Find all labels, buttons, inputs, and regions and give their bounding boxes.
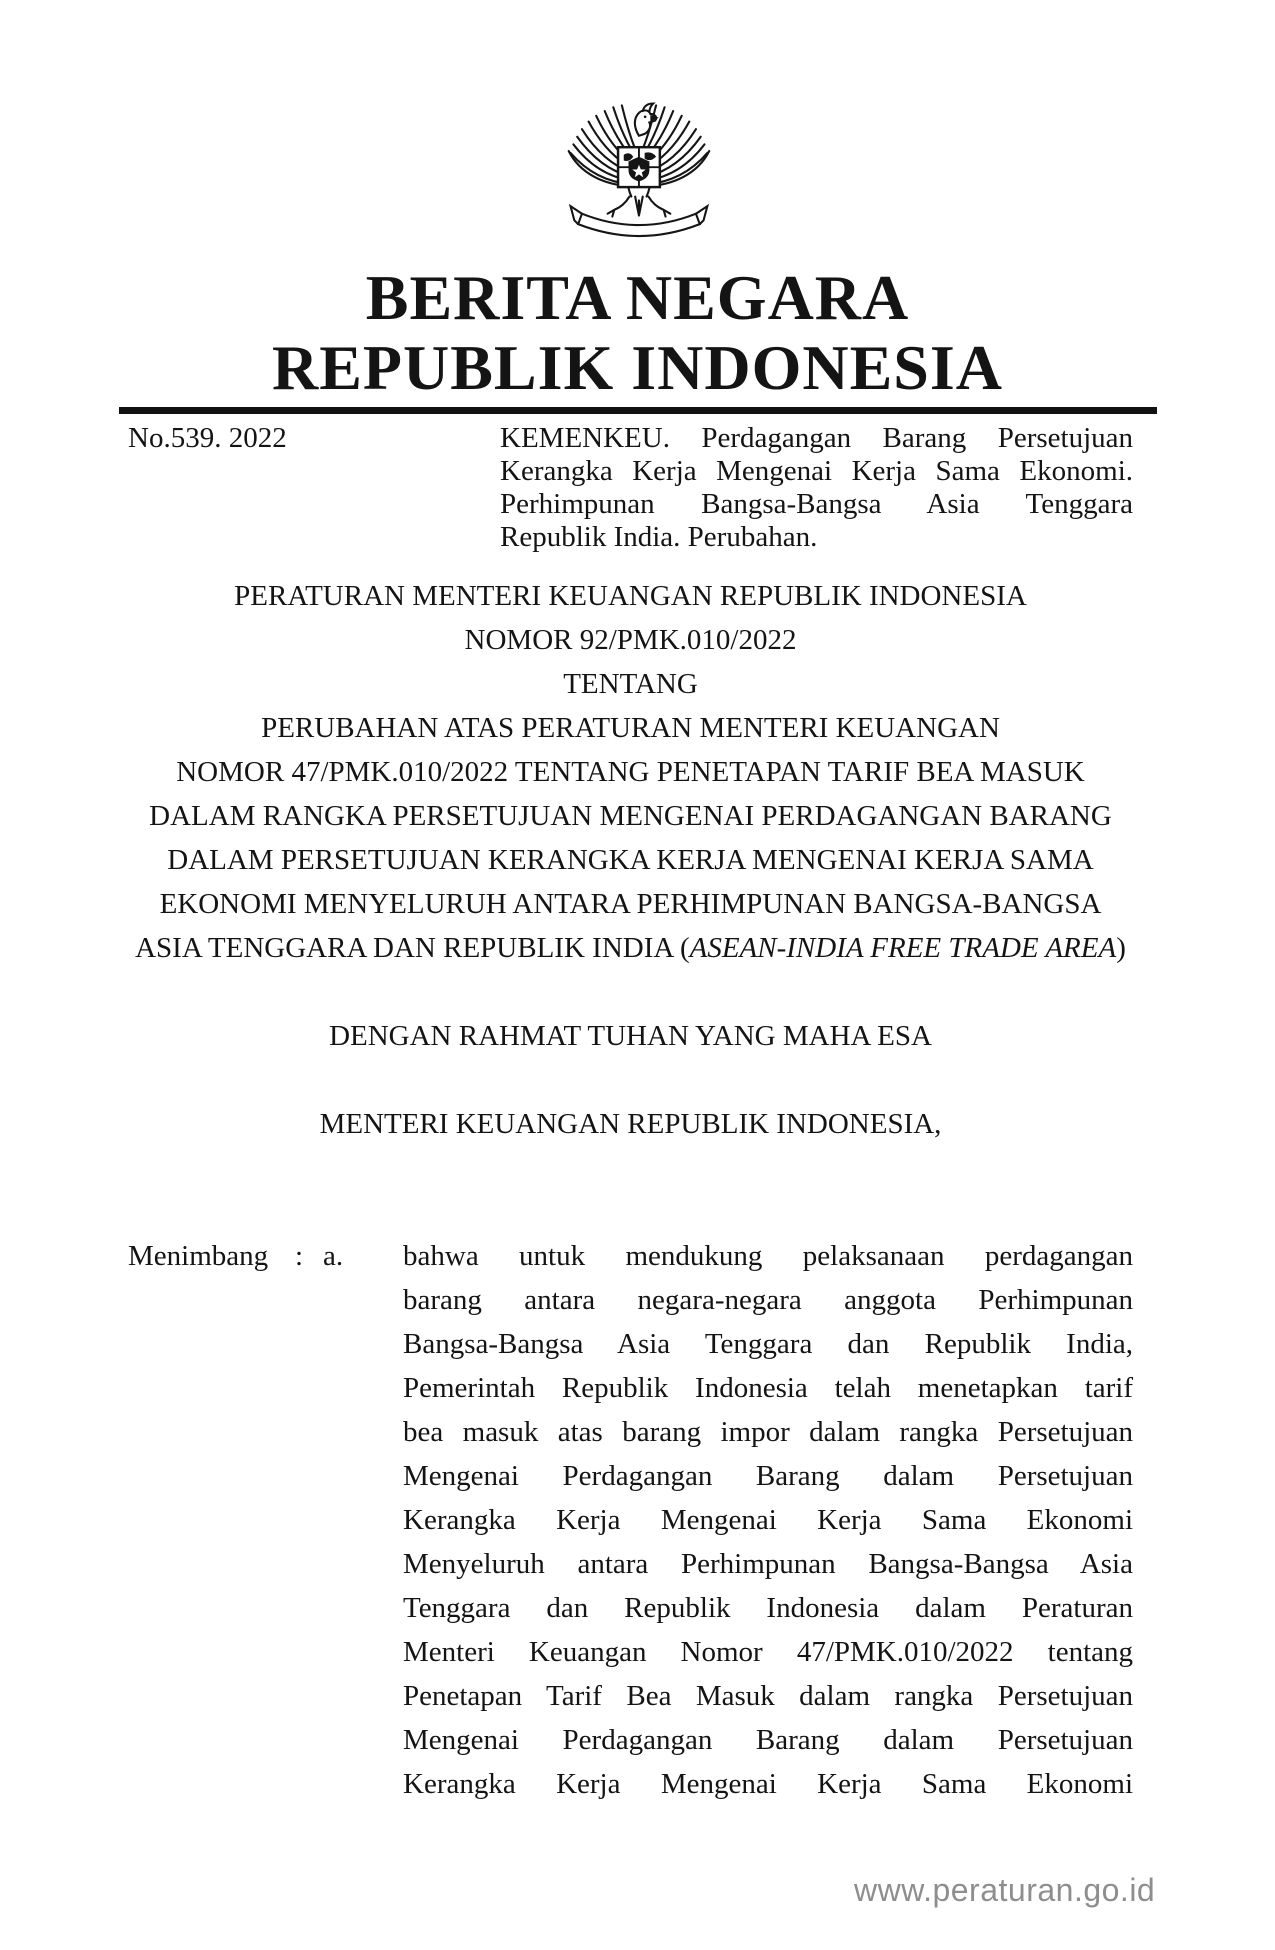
- regulation-title-last-line: [128, 926, 1133, 970]
- text-line: bahwa untuk mendukung pelaksanaan perdagangan: [403, 1240, 1133, 1272]
- regulation-title: [128, 574, 1133, 970]
- text-line: DALAM RANGKA PERSETUJUAN MENGENAI PERDAGANGAN BARANG: [149, 800, 1112, 832]
- considering-colon: :: [295, 1240, 304, 1272]
- regulation-title-lines: [128, 574, 1133, 926]
- text-line: KEMENKEU. Perdagangan Barang Persetujuan: [500, 422, 1133, 454]
- gazette-title: [0, 263, 1275, 403]
- text-line: Perhimpunan Bangsa-Bangsa Asia Tenggara: [500, 488, 1133, 520]
- text-line: Mengenai Perdagangan Barang dalam Persetujuan: [403, 1460, 1133, 1492]
- title-last-prefix: ASIA TENGGARA DAN REPUBLIK INDIA (: [135, 932, 690, 964]
- text-line: Menteri Keuangan Nomor 47/PMK.010/2022 tentang: [403, 1636, 1133, 1668]
- text-line: NOMOR 92/PMK.010/2022: [464, 624, 797, 656]
- text-line: PERUBAHAN ATAS PERATURAN MENTERI KEUANGAN: [261, 712, 1000, 744]
- text-line: Kerangka Kerja Mengenai Kerja Sama Ekonomi: [403, 1504, 1133, 1536]
- text-line: DALAM PERSETUJUAN KERANGKA KERJA MENGENAI KERJA SAMA: [167, 844, 1094, 876]
- title-last-suffix: ): [1116, 932, 1126, 964]
- text-line: Penetapan Tarif Bea Masuk dalam rangka Persetujuan: [403, 1680, 1133, 1712]
- considering-item-letter: a.: [323, 1240, 344, 1272]
- text-line: Kerangka Kerja Mengenai Kerja Sama Ekonomi.: [500, 455, 1133, 487]
- issue-number: No.539. 2022: [128, 422, 287, 454]
- authority-line: MENTERI KEUANGAN REPUBLIK INDONESIA,: [319, 1108, 942, 1140]
- gazette-title-line1: BERITA NEGARA: [365, 262, 910, 333]
- masthead-divider: [119, 407, 1157, 414]
- subject-abstract: [500, 422, 1133, 554]
- gazette-title-line2: REPUBLIK INDONESIA: [271, 332, 1004, 403]
- text-line: bea masuk atas barang impor dalam rangka Persetujuan: [403, 1416, 1133, 1448]
- text-line: Republik India. Perubahan.: [500, 521, 818, 553]
- masthead-row: [128, 422, 1133, 554]
- title-last-italic: ASEAN-INDIA FREE TRADE AREA: [689, 932, 1117, 964]
- garuda-pancasila-emblem: [556, 94, 720, 246]
- text-line: Menyeluruh antara Perhimpunan Bangsa-Bangsa Asia: [403, 1548, 1133, 1580]
- footer-watermark-url: www.peraturan.go.id: [854, 1872, 1156, 1908]
- text-line: Tenggara dan Republik Indonesia dalam Peraturan: [403, 1592, 1133, 1624]
- invocation-line: DENGAN RAHMAT TUHAN YANG MAHA ESA: [329, 1020, 932, 1052]
- text-line: Bangsa-Bangsa Asia Tenggara dan Republik India,: [403, 1328, 1133, 1360]
- text-line: TENTANG: [563, 668, 698, 700]
- text-line: NOMOR 47/PMK.010/2022 TENTANG PENETAPAN TARIF BEA MASUK: [176, 756, 1085, 788]
- text-line: barang antara negara-negara anggota Perhimpunan: [403, 1284, 1133, 1316]
- considering-block: [128, 1234, 1275, 1806]
- text-line: EKONOMI MENYELURUH ANTARA PERHIMPUNAN BANGSA-BANGSA: [159, 888, 1102, 920]
- text-line: Mengenai Perdagangan Barang dalam Persetujuan: [403, 1724, 1133, 1756]
- emblem-container: [0, 0, 1275, 251]
- considering-paragraph: [403, 1234, 1133, 1806]
- text-line: PERATURAN MENTERI KEUANGAN REPUBLIK INDONESIA: [234, 580, 1027, 612]
- text-line: Pemerintah Republik Indonesia telah menetapkan tarif: [403, 1372, 1133, 1404]
- considering-label: Menimbang: [128, 1240, 269, 1272]
- text-line: Kerangka Kerja Mengenai Kerja Sama Ekonomi: [403, 1768, 1133, 1800]
